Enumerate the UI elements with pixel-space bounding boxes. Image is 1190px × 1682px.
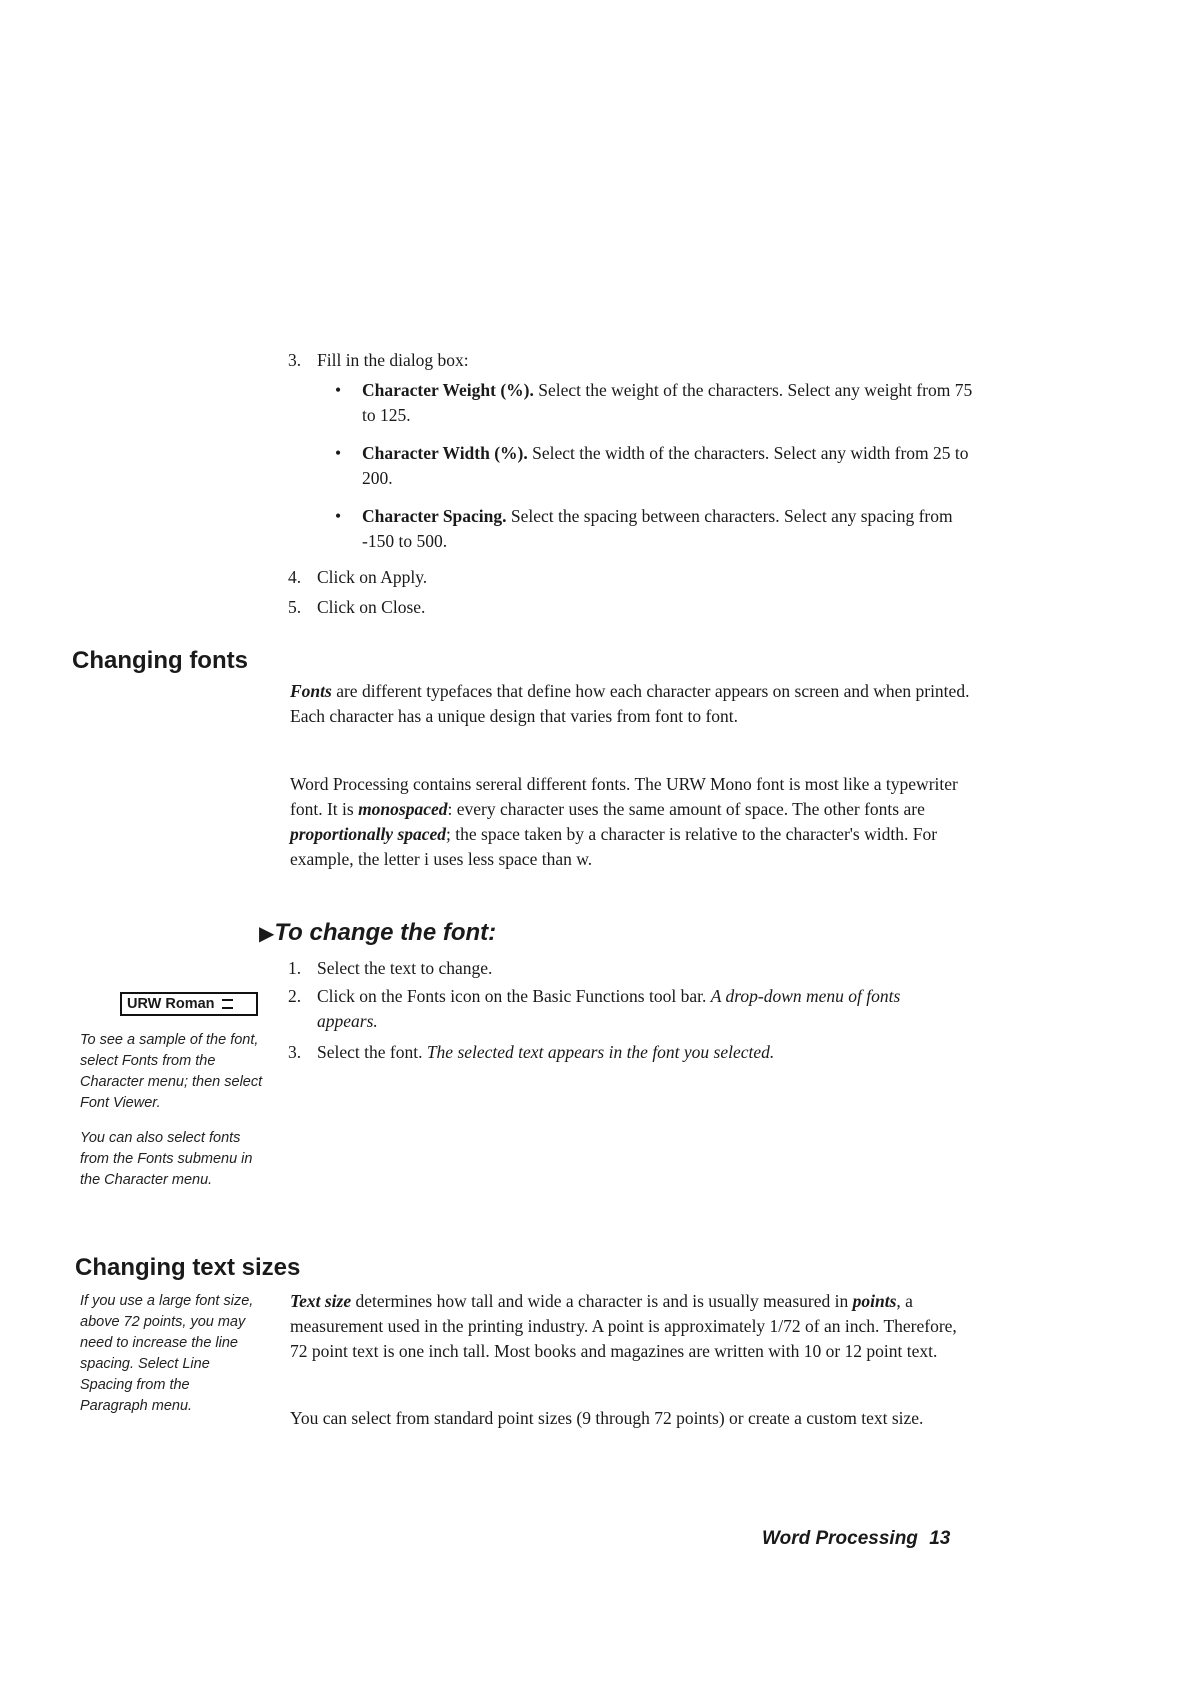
term-points: points — [852, 1291, 897, 1311]
fonts-paragraph-2-part-e: ; the space taken by a character is relative to the character's width. For example, the letter i uses less space than w. — [290, 824, 938, 869]
bullet-character-width — [335, 441, 975, 491]
sidenote-line-spacing: If you use a large font size, above 72 points, you may need to increase the line spacing. Select Line Spacing from the Paragraph menu. — [80, 1293, 254, 1414]
font-selector-label: URW Roman — [127, 996, 215, 1012]
step-text: Select the text to change. — [317, 958, 493, 978]
fonts-paragraph-1-text: are different typefaces that define how each character appears on screen and when printed. Each character has a unique design that varies from font to font. — [290, 681, 970, 726]
term-fonts: Fonts — [290, 681, 332, 701]
bullet-term: Character Weight (%). — [362, 380, 534, 400]
step-result: A drop-down menu of fonts appears. — [317, 986, 901, 1031]
step-text: Click on Apply. — [317, 567, 428, 587]
step-number: 4. — [288, 567, 302, 587]
bullet-text: Select the weight of the characters. Select any weight from 75 to 125. — [362, 380, 973, 425]
text-size-paragraph-2: You can select from standard point sizes (9 through 72 points) or create a custom text size. — [290, 1408, 924, 1428]
term-proportionally-spaced: proportionally spaced — [290, 824, 447, 844]
procedure-arrow-icon: ▶ — [259, 923, 275, 945]
page-footer — [762, 1528, 950, 1550]
dropdown-arrow-icon — [222, 999, 233, 1009]
step-number: 3. — [288, 1042, 302, 1062]
procedure-heading — [259, 919, 496, 947]
footer-label: Word Processing — [762, 1528, 918, 1549]
sidenote-fonts-submenu: You can also select fonts from the Fonts submenu in the Character menu. — [80, 1130, 253, 1188]
bullet-character-spacing — [335, 504, 975, 554]
bullet-dot: • — [335, 443, 342, 463]
sidenote-font-viewer: To see a sample of the font, select Fonts from the Character menu; then select Font Viewer. — [80, 1032, 263, 1111]
procedure-title: To change the font: — [274, 919, 497, 946]
step-text: Click on the Fonts icon on the Basic Functions tool bar. — [317, 986, 707, 1006]
step-text: Click on Close. — [317, 597, 426, 617]
step-number: 2. — [288, 986, 302, 1006]
step-text: Select the font. — [317, 1042, 423, 1062]
text-size-paragraph-1-part-a: determines how tall and wide a character is and is usually measured in — [351, 1291, 853, 1311]
font-selector-dropdown[interactable] — [120, 992, 258, 1016]
bullet-term: Character Width (%). — [362, 443, 528, 463]
fonts-paragraph-2-part-a: Word Processing contains sereral different fonts. The URW Mono font is most like a typewriter font. It is — [290, 774, 958, 819]
step-number: 3. — [288, 350, 302, 370]
text-size-paragraph-1-part-c: , a measurement used in the printing industry. A point is approximately 1/72 of an inch. Therefore, 72 point text is one inch tall. Most books and magazines are written with 10 or 12 point text. — [290, 1291, 957, 1361]
bullet-text: Select the spacing between characters. Select any spacing from -150 to 500. — [362, 506, 953, 551]
bullet-text: Select the width of the characters. Select any width from 25 to 200. — [362, 443, 969, 488]
step-number: 5. — [288, 597, 302, 617]
heading-changing-fonts: Changing fonts — [72, 647, 248, 674]
heading-changing-text-sizes: Changing text sizes — [75, 1254, 301, 1281]
page-number: 13 — [929, 1528, 951, 1549]
bullet-term: Character Spacing. — [362, 506, 507, 526]
fonts-paragraph-2-part-c: : every character uses the same amount of space. The other fonts are — [447, 799, 925, 819]
fonts-paragraph-2 — [290, 772, 980, 872]
step-text: Fill in the dialog box: — [317, 350, 469, 370]
bullet-dot: • — [335, 380, 342, 400]
step-number: 1. — [288, 958, 302, 978]
term-text-size: Text size — [290, 1291, 352, 1311]
step-result: The selected text appears in the font you selected. — [426, 1042, 775, 1062]
fonts-paragraph-1 — [290, 679, 980, 729]
bullet-dot: • — [335, 506, 342, 526]
text-size-paragraph-1 — [290, 1289, 970, 1364]
bullet-character-weight — [335, 378, 975, 428]
term-monospaced: monospaced — [358, 799, 448, 819]
